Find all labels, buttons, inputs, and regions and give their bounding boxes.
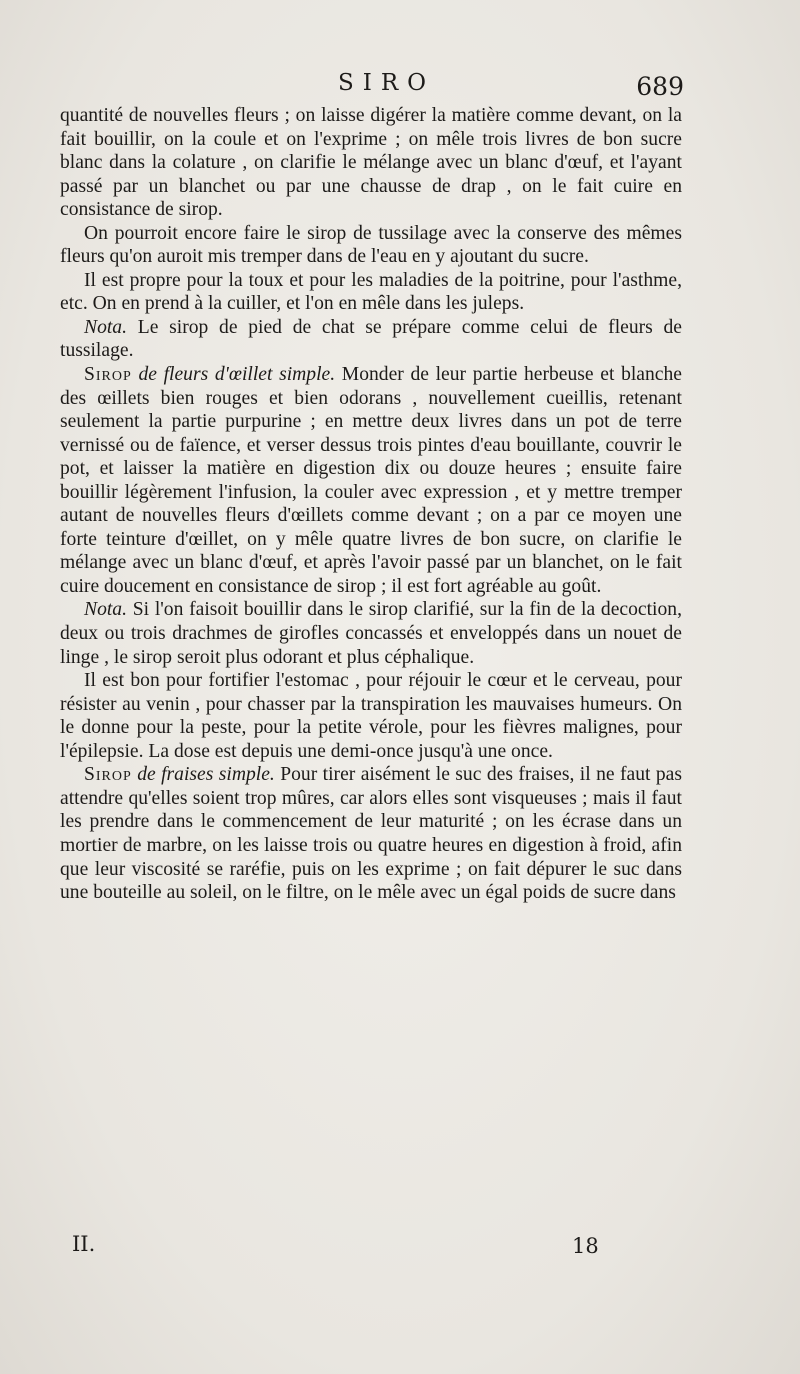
volume-signature: II. <box>72 1232 96 1256</box>
paragraph <box>60 104 682 222</box>
body-text <box>60 104 682 905</box>
running-title: SIRO <box>338 70 436 96</box>
italic-run: de fraises simple. <box>131 764 275 786</box>
italic-run: Nota. <box>84 316 128 338</box>
italic-run: Nota. <box>84 599 128 621</box>
text-run: quantité de nouvelles fleurs ; on laisse digérer la matière comme devant, on la fait bouillir, on la coule et on l'exprime ; on mêle trois livres de bon sucre blanc dans la colature , on clarifie le mélange avec un blanc d'œuf, et l'ayant passé par un blanchet ou par une chausse de drap , on le fait cuire en consistance de sirop. <box>60 105 682 221</box>
text-run: Pour tirer aisément le suc des fraises, il ne faut pas attendre qu'elles soient trop mûres, car alors elles sont visqueuses ; mais il faut les prendre dans le commencement de leur maturité ; on les écrase dans un mortier de marbre, on les laisse trois ou quatre heures en digestion à froid, afin que leur viscosité se raréfie, puis on les exprime ; on fait dépurer le suc dans une bouteille au soleil, on le filtre, on le mêle avec un égal poids de sucre dans <box>60 764 682 904</box>
running-head <box>60 70 684 104</box>
text-run: On pourroit encore faire le sirop de tussilage avec la conserve des mêmes fleurs qu'on auroit mis tremper dans de l'eau en y ajoutant du sucre. <box>60 222 682 268</box>
text-run: Il est propre pour la toux et pour les maladies de la poitrine, pour l'asthme, etc. On en prend à la cuiller, et l'on en mêle dans les juleps. <box>60 269 682 315</box>
sheet-number: 18 <box>572 1234 599 1258</box>
text-run: Il est bon pour fortifier l'estomac , pour réjouir le cœur et le cerveau, pour résister au venin , pour chasser par la transpiration les mauvaises humeurs. On le donne pour la peste, pour la petite vérole, pour les fièvres malignes, pour l'épilepsie. La dose est depuis une demi-once jusqu'à une once. <box>60 670 682 762</box>
entry-heading: Sirop <box>84 764 132 786</box>
paragraph <box>60 763 682 904</box>
page-footer <box>72 1232 612 1262</box>
paragraph <box>60 669 682 763</box>
page-number: 689 <box>636 72 684 101</box>
text-run: Le sirop de pied de chat se prépare comme celui de fleurs de tussilage. <box>60 316 682 362</box>
text-run: Monder de leur partie herbeuse et blanche des œillets bien rouges et bien odorans , nouvellement cueillis, retenant seulement la partie purpurine ; en mettre deux livres dans un pot de terre vernissé ou de faïence, et verser dessus trois pintes d'eau bouillante, couvrir le pot, et laisser la matière en digestion dix ou douze heures ; ensuite faire bouillir légèrement l'infusion, la couler avec expression , et y mettre tremper autant de nouvelles fleurs d'œillets comme devant ; on a par ce moyen une forte teinture d'œillet, on y mêle quatre livres de bon sucre, on clarifie le mélange avec un blanc d'œuf, et après l'avoir passé par un blanchet, on le fait cuire doucement en consistance de sirop ; il est fort agréable au goût. <box>60 364 682 597</box>
italic-run: de fleurs d'œillet simple. <box>131 364 336 386</box>
text-run: Si l'on faisoit bouillir dans le sirop clarifié, sur la fin de la decoction, deux ou trois drachmes de girofles concassés et enveloppés dans un nouet de linge , le sirop seroit plus odorant et plus céphalique. <box>60 599 682 668</box>
paragraph <box>60 363 682 598</box>
paragraph <box>60 269 682 316</box>
paragraph <box>60 598 682 669</box>
entry-heading: Sirop <box>84 364 132 386</box>
paragraph <box>60 222 682 269</box>
paragraph <box>60 316 682 363</box>
